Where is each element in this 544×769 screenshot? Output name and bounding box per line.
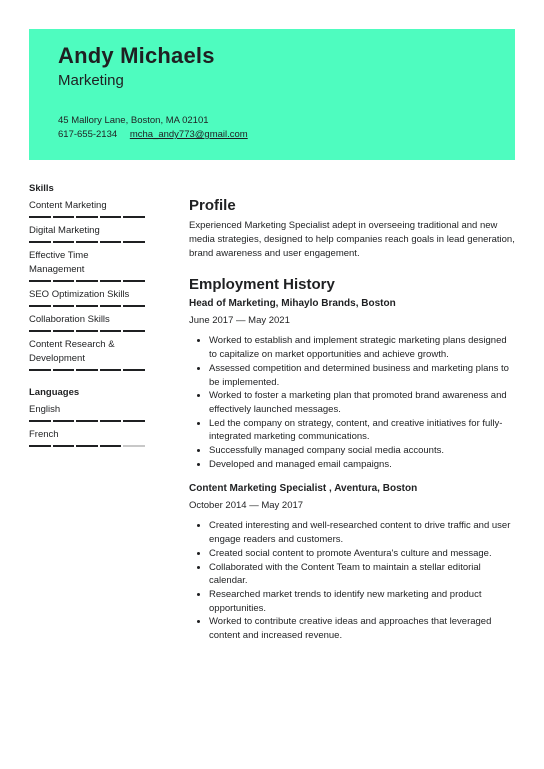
skill-item-label: SEO Optimization Skills (29, 289, 130, 300)
skill-item-label: Digital Marketing (29, 225, 100, 236)
language-item (29, 428, 145, 447)
level-segment (29, 305, 51, 307)
level-segment (100, 420, 122, 422)
level-bar (29, 216, 145, 218)
skill-item (29, 249, 145, 282)
level-segment (123, 330, 145, 332)
level-bar (29, 305, 145, 307)
level-segment (123, 369, 145, 371)
bullet-item: • Led the company on strategy, content, and creative initiatives for fully-integrated marketing communications. (209, 417, 517, 444)
level-segment (29, 216, 51, 218)
skill-item-label: Effective Time Management (29, 250, 89, 275)
level-segment (100, 330, 122, 332)
level-segment (100, 369, 122, 371)
level-bar (29, 241, 145, 243)
skill-item (29, 199, 145, 218)
skill-item-label: Content Research & Development (29, 339, 115, 364)
skill-item (29, 224, 145, 243)
level-segment (29, 280, 51, 282)
level-segment (123, 420, 145, 422)
skills-list (29, 199, 145, 371)
bullet-item: • Created social content to promote Aventura's culture and message. (209, 547, 517, 561)
bullet-item: • Worked to foster a marketing plan that promoted brand awareness and effectively launched messages. (209, 389, 517, 416)
skill-item (29, 313, 145, 332)
languages-list (29, 403, 145, 447)
level-segment (53, 369, 75, 371)
employment-title: Employment History (189, 276, 335, 294)
level-segment (76, 280, 98, 282)
level-bar (29, 420, 145, 422)
skill-item-label: Content Marketing (29, 200, 107, 211)
main-content (189, 197, 517, 643)
job-entry (189, 483, 517, 642)
profile-text: Experienced Marketing Specialist adept in overseeing traditional and new media strategies, designed to help companies reach goals in lead generation, brand awareness and user engagement. (189, 220, 515, 259)
language-item (29, 403, 145, 422)
level-segment (100, 216, 122, 218)
level-bar (29, 445, 145, 447)
bullet-item: • Developed and managed email campaigns. (209, 458, 517, 472)
bullet-item: • Worked to contribute creative ideas and approaches that leveraged content and increased revenue. (209, 615, 517, 642)
level-segment (53, 420, 75, 422)
address: 45 Mallory Lane, Boston, MA 02101 (58, 115, 209, 126)
employment-list (189, 298, 517, 642)
bullet-item: • Researched market trends to identify new marketing and product opportunities. (209, 588, 517, 615)
level-segment (53, 216, 75, 218)
phone: 617-655-2134 (58, 129, 118, 140)
skill-item (29, 338, 145, 371)
profile-title: Profile (189, 197, 236, 214)
skill-item-label: Collaboration Skills (29, 314, 110, 325)
languages-title: Languages (29, 387, 80, 398)
level-segment (76, 445, 98, 447)
level-segment (123, 216, 145, 218)
level-segment (100, 280, 122, 282)
level-segment (29, 420, 51, 422)
sidebar (29, 183, 145, 453)
bullet-item: • Worked to establish and implement strategic marketing plans designed to capitalize on market opportunities and achieve growth. (209, 334, 517, 361)
level-segment (29, 369, 51, 371)
level-segment (76, 216, 98, 218)
level-segment (53, 445, 75, 447)
level-segment (76, 369, 98, 371)
languages-section (29, 387, 145, 447)
candidate-role: Marketing (58, 72, 124, 89)
level-segment (29, 241, 51, 243)
level-bar (29, 330, 145, 332)
bullet-item: • Created interesting and well-researched content to drive traffic and user engage readers and customers. (209, 519, 517, 546)
level-segment (123, 305, 145, 307)
level-bar (29, 369, 145, 371)
level-segment (76, 305, 98, 307)
level-segment (53, 330, 75, 332)
level-segment (100, 241, 122, 243)
job-bullets (189, 519, 517, 642)
level-segment (100, 445, 122, 447)
language-item-label: French (29, 429, 59, 440)
bullet-item: • Successfully managed company social media accounts. (209, 444, 517, 458)
job-dates: October 2014 — May 2017 (189, 500, 304, 512)
level-segment (53, 241, 75, 243)
level-segment (123, 241, 145, 243)
level-segment (29, 445, 51, 447)
language-item-label: English (29, 404, 61, 415)
level-segment (53, 305, 75, 307)
level-segment (76, 330, 98, 332)
job-title: Head of Marketing, Mihaylo Brands, Boston (189, 298, 396, 310)
email-link[interactable]: mcha_andy773@gmail.com (129, 129, 248, 140)
level-segment (123, 280, 145, 282)
skill-item (29, 288, 145, 307)
job-bullets (189, 334, 517, 471)
level-bar (29, 280, 145, 282)
level-segment (100, 305, 122, 307)
resume-header (29, 29, 515, 160)
job-title: Content Marketing Specialist , Aventura, Boston (189, 483, 418, 495)
level-segment (76, 420, 98, 422)
bullet-item: • Collaborated with the Content Team to maintain a stellar editorial calendar. (209, 561, 517, 588)
contact-line (58, 129, 248, 140)
level-segment (123, 445, 145, 447)
level-segment (29, 330, 51, 332)
candidate-name: Andy Michaels (58, 43, 215, 68)
bullet-item: • Assessed competition and determined business and marketing plans to be implemented. (209, 362, 517, 389)
level-segment (76, 241, 98, 243)
job-entry (189, 298, 517, 471)
job-dates: June 2017 — May 2021 (189, 315, 290, 327)
level-segment (53, 280, 75, 282)
skills-title: Skills (29, 183, 54, 194)
